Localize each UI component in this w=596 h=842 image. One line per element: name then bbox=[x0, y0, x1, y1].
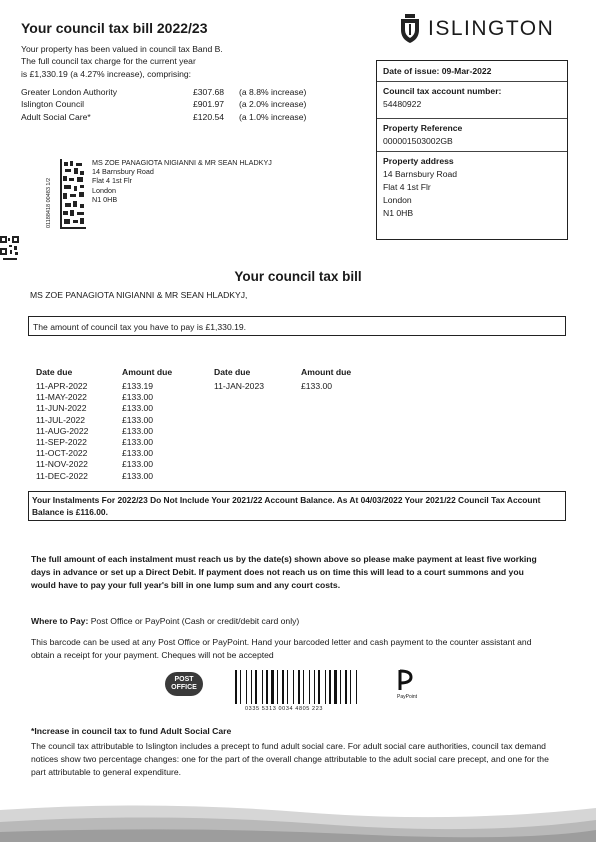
side-code-text: 01188418 00483 1/2 bbox=[46, 177, 52, 228]
balance-notice: Your Instalments For 2022/23 Do Not Include Your 2021/22 Account Balance. As At 04/03/2022 Your 2021/22 Council Tax Account Balance is £116.00. bbox=[28, 491, 566, 521]
instalment-date: 11-AUG-2022 bbox=[36, 425, 89, 436]
mailing-address bbox=[92, 158, 272, 204]
intro-line: is £1,330.19 (a 4.27% increase), comprising: bbox=[21, 68, 192, 79]
barcode-note: This barcode can be used at any Post Office or PayPoint. Hand your barcoded letter and cash payment to the counter assistant and obtain a receipt for your payment. Cheques will not be accepted bbox=[31, 637, 532, 660]
mailing-line: Flat 4 1st Flr bbox=[92, 176, 132, 186]
account-info-box bbox=[376, 60, 568, 240]
intro-line: The full council tax charge for the current year bbox=[21, 56, 196, 67]
charge-change: (a 1.0% increase) bbox=[239, 111, 307, 122]
instalment-amount: £133.00 bbox=[122, 448, 154, 459]
paypoint-label: PayPoint bbox=[397, 694, 418, 700]
instalment-date: 11-JAN-2023 bbox=[214, 381, 264, 391]
coat-of-arms-icon bbox=[398, 14, 422, 44]
charge-row bbox=[21, 98, 306, 110]
charge-change: (a 2.0% increase) bbox=[239, 99, 307, 110]
address-line: London bbox=[383, 195, 412, 205]
charge-row bbox=[21, 86, 306, 98]
asc-text: The council tax attributable to Islington includes a precept to fund adult social care. For adult social care authorities, council tax demand notices show two percentage changes: one for the part of the overall change attributable to the adult social care precept, and one for the part attributable to general expenditure. bbox=[31, 741, 549, 777]
col-header-amount: Amount due bbox=[122, 367, 173, 377]
post-office-logo-line: OFFICE bbox=[171, 684, 197, 691]
property-ref: 000001503002GB bbox=[383, 136, 453, 146]
instalment-date: 11-DEC-2022 bbox=[36, 470, 88, 481]
charge-amount: £120.54 bbox=[193, 111, 225, 122]
instalment-amounts bbox=[122, 381, 153, 482]
instalment-amount: £133.00 bbox=[122, 470, 154, 481]
side-code bbox=[46, 158, 54, 228]
instalment-date: 11-SEP-2022 bbox=[36, 437, 87, 448]
col-header-date-2: Date due bbox=[214, 367, 251, 377]
logo-wordmark: ISLINGTON bbox=[428, 17, 555, 40]
mailing-line: London bbox=[92, 185, 116, 195]
property-address-label: Property address bbox=[383, 156, 454, 166]
instalment-date: 11-OCT-2022 bbox=[36, 448, 88, 459]
property-ref-label: Property Reference bbox=[383, 123, 463, 133]
where-to-pay-label: Where to Pay: bbox=[31, 616, 89, 626]
instalment-amounts-2 bbox=[301, 381, 332, 392]
band-intro bbox=[21, 43, 281, 80]
islington-logo bbox=[398, 14, 554, 44]
instalment-date: 11-JUL-2022 bbox=[36, 414, 86, 425]
address-line: Flat 4 1st Flr bbox=[383, 182, 431, 192]
charge-change: (a 8.8% increase) bbox=[239, 87, 307, 97]
mailing-line: N1 0HB bbox=[92, 194, 118, 204]
account-holders: MS ZOE PANAGIOTA NIGIANNI & MR SEAN HLADKYJ, bbox=[30, 290, 248, 300]
charge-name: Islington Council bbox=[21, 99, 85, 110]
issue-date: 09-Mar-2022 bbox=[441, 66, 492, 76]
instalment-date: 11-JUN-2022 bbox=[36, 403, 87, 414]
property-address-section bbox=[377, 152, 567, 222]
instalment-date: 11-APR-2022 bbox=[36, 381, 88, 391]
account-number: 54480922 bbox=[383, 99, 422, 109]
issue-date-section bbox=[377, 61, 567, 82]
instalment-dates-2 bbox=[214, 381, 264, 392]
charge-amount: £307.68 bbox=[193, 87, 225, 97]
amount-to-pay-text: The amount of council tax you have to pay is £1,330.19. bbox=[33, 322, 247, 332]
amount-to-pay-box bbox=[28, 316, 566, 336]
address-line: N1 0HB bbox=[383, 208, 414, 218]
mail-datamatrix-icon bbox=[60, 159, 86, 229]
charge-name: Greater London Authority bbox=[21, 87, 118, 97]
charge-row bbox=[21, 111, 306, 123]
section-title: Your council tax bill bbox=[234, 269, 362, 284]
asc-heading: *Increase in council tax to fund Adult Social Care bbox=[31, 726, 232, 736]
qr-code-icon bbox=[0, 236, 20, 264]
charge-amount: £901.97 bbox=[193, 99, 225, 110]
property-ref-section bbox=[377, 119, 567, 152]
where-to-pay bbox=[31, 615, 551, 628]
barcode-number: 0335 5313 0034 4805 223 bbox=[245, 706, 324, 712]
instalment-amount: £133.00 bbox=[122, 425, 154, 436]
post-office-logo-line: POST bbox=[174, 676, 194, 683]
intro-line: Your property has been valued in council tax Band B. bbox=[21, 44, 223, 54]
instalment-dates bbox=[36, 381, 88, 482]
instalment-date: 11-MAY-2022 bbox=[36, 392, 87, 403]
address-line: 14 Barnsbury Road bbox=[383, 169, 458, 179]
instalment-amount: £133.00 bbox=[122, 414, 154, 425]
where-to-pay-text: Post Office or PayPoint (Cash or credit/debit card only) bbox=[88, 616, 300, 626]
charge-name: Adult Social Care* bbox=[21, 111, 91, 122]
post-office-logo bbox=[165, 672, 203, 696]
instalment-amount: £133.00 bbox=[301, 381, 333, 391]
account-number-label: Council tax account number: bbox=[383, 86, 502, 96]
bill-title: Your council tax bill 2022/23 bbox=[21, 20, 208, 36]
account-number-section bbox=[377, 82, 567, 119]
payment-barcode-icon bbox=[233, 670, 365, 704]
footer-wave-decoration bbox=[0, 800, 596, 842]
col-header-date: Date due bbox=[36, 367, 73, 377]
issue-date-label: Date of issue: bbox=[383, 66, 440, 76]
instalment-amount: £133.00 bbox=[122, 459, 154, 470]
instalment-amount: £133.00 bbox=[122, 403, 154, 414]
instalment-date: 11-NOV-2022 bbox=[36, 459, 88, 470]
instalment-amount: £133.19 bbox=[122, 381, 154, 391]
mailing-line: 14 Barnsbury Road bbox=[92, 167, 154, 177]
instalment-amount: £133.00 bbox=[122, 437, 154, 448]
payment-warning: The full amount of each instalment must reach us by the date(s) shown above so please make payment at least five working days in advance or set up a Direct Debit. If payment does not reach us on time this will lead to a court summons and you would have to pay your full year's bill in one lump sum and any court costs. bbox=[31, 554, 537, 590]
col-header-amount-2: Amount due bbox=[301, 367, 352, 377]
mailing-line: MS ZOE PANAGIOTA NIGIANNI & MR SEAN HLADKYJ bbox=[92, 158, 272, 167]
charge-breakdown bbox=[21, 86, 306, 123]
paypoint-icon bbox=[397, 668, 413, 692]
instalment-amount: £133.00 bbox=[122, 392, 154, 403]
